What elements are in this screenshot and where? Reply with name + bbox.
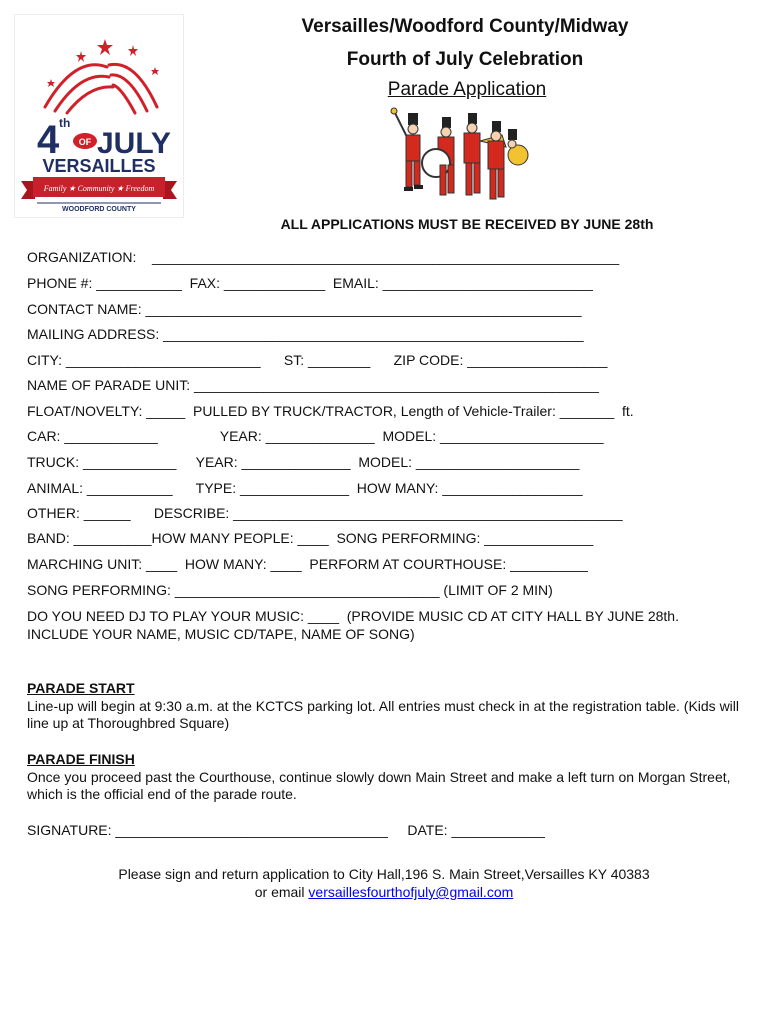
band-members [422, 113, 528, 199]
field-signature-date[interactable]: SIGNATURE: ___________________________________ DATE: ____________ [27, 822, 545, 838]
parade-start-text: Line-up will begin at 9:30 a.m. at the KCTCS parking lot. All entries must check in at the registration table. (Kids will line up at Thoroughbred Square) [27, 697, 740, 731]
parade-start-section [27, 680, 747, 733]
field-parade-unit[interactable]: NAME OF PARADE UNIT: ____________________________________________________ [27, 377, 599, 393]
footer-email-prefix: or email [254, 884, 309, 900]
field-marching-unit[interactable]: MARCHING UNIT: ____ HOW MANY: ____ PERFORM AT COURTHOUSE: __________ [27, 556, 588, 572]
page-title-line2: Fourth of July Celebration [346, 49, 584, 70]
field-song-performing[interactable]: SONG PERFORMING: __________________________________ (LIMIT OF 2 MIN) [27, 582, 553, 598]
fireworks-logo-graphic [15, 15, 183, 217]
ribbon-left-tail [21, 181, 35, 199]
ribbon-right-tail [163, 181, 177, 199]
field-float-novelty[interactable]: FLOAT/NOVELTY: _____ PULLED BY TRUCK/TRACTOR, Length of Vehicle-Trailer: _______ ft. [27, 403, 634, 419]
drum-major-figure [404, 113, 423, 191]
parade-finish-section [27, 751, 747, 804]
field-dj[interactable]: DO YOU NEED DJ TO PLAY YOUR MUSIC: ____ (PROVIDE MUSIC CD AT CITY HALL BY JUNE 28th. [27, 608, 679, 624]
field-car[interactable]: CAR: ____________ YEAR: ______________ MODEL: _____________________ [27, 428, 604, 444]
footer-email-line [0, 884, 768, 900]
parade-finish-heading: PARADE FINISH [27, 751, 135, 767]
deadline-notice: ALL APPLICATIONS MUST BE RECEIVED BY JUNE 28th [280, 216, 654, 232]
page-subtitle: Parade Application [387, 79, 547, 100]
field-truck[interactable]: TRUCK: ____________ YEAR: ______________ MODEL: _____________________ [27, 454, 580, 470]
logo-july: JULY [97, 127, 171, 160]
field-animal[interactable]: ANIMAL: ___________ TYPE: ______________ HOW MANY: __________________ [27, 480, 583, 496]
field-contact-name[interactable]: CONTACT NAME: ________________________________________________________ [27, 301, 582, 317]
logo-sup: th [59, 116, 71, 130]
field-band[interactable]: BAND: __________HOW MANY PEOPLE: ____ SONG PERFORMING: ______________ [27, 530, 594, 546]
field-organization[interactable]: ORGANIZATION: ____________________________________________________________ [27, 249, 620, 265]
field-dj-continued: INCLUDE YOUR NAME, MUSIC CD/TAPE, NAME OF SONG) [27, 626, 415, 642]
field-other[interactable]: OTHER: ______ DESCRIBE: __________________________________________________ [27, 505, 623, 521]
logo-county: WOODFORD COUNTY [62, 206, 136, 213]
parade-start-heading: PARADE START [27, 680, 135, 696]
field-city-st-zip[interactable]: CITY: _________________________ ST: ________ ZIP CODE: __________________ [27, 352, 608, 368]
field-phone-fax-email[interactable]: PHONE #: ___________ FAX: _____________ EMAIL: ___________________________ [27, 275, 593, 291]
firework-arcs [45, 64, 157, 113]
parade-finish-text: Once you proceed past the Courthouse, continue slowly down Main Street and make a left turn on Morgan Street, which is the official end of the parade route. [27, 768, 731, 802]
ribbon-text: Family ★ Community ★ Freedom [43, 184, 155, 193]
email-link[interactable]: versaillesfourthofjuly@gmail.com [308, 884, 514, 900]
logo-city: VERSAILLES [42, 156, 156, 176]
page-title-line1: Versailles/Woodford County/Midway [301, 16, 629, 37]
marching-band-illustration [384, 107, 532, 211]
event-logo [14, 14, 184, 218]
logo-number: 4 [37, 118, 60, 162]
logo-of-text: OF [78, 137, 92, 147]
footer-return-instructions: Please sign and return application to City Hall,196 S. Main Street,Versailles KY 40383 [118, 866, 650, 882]
field-mailing-address[interactable]: MAILING ADDRESS: ______________________________________________________ [27, 326, 584, 342]
